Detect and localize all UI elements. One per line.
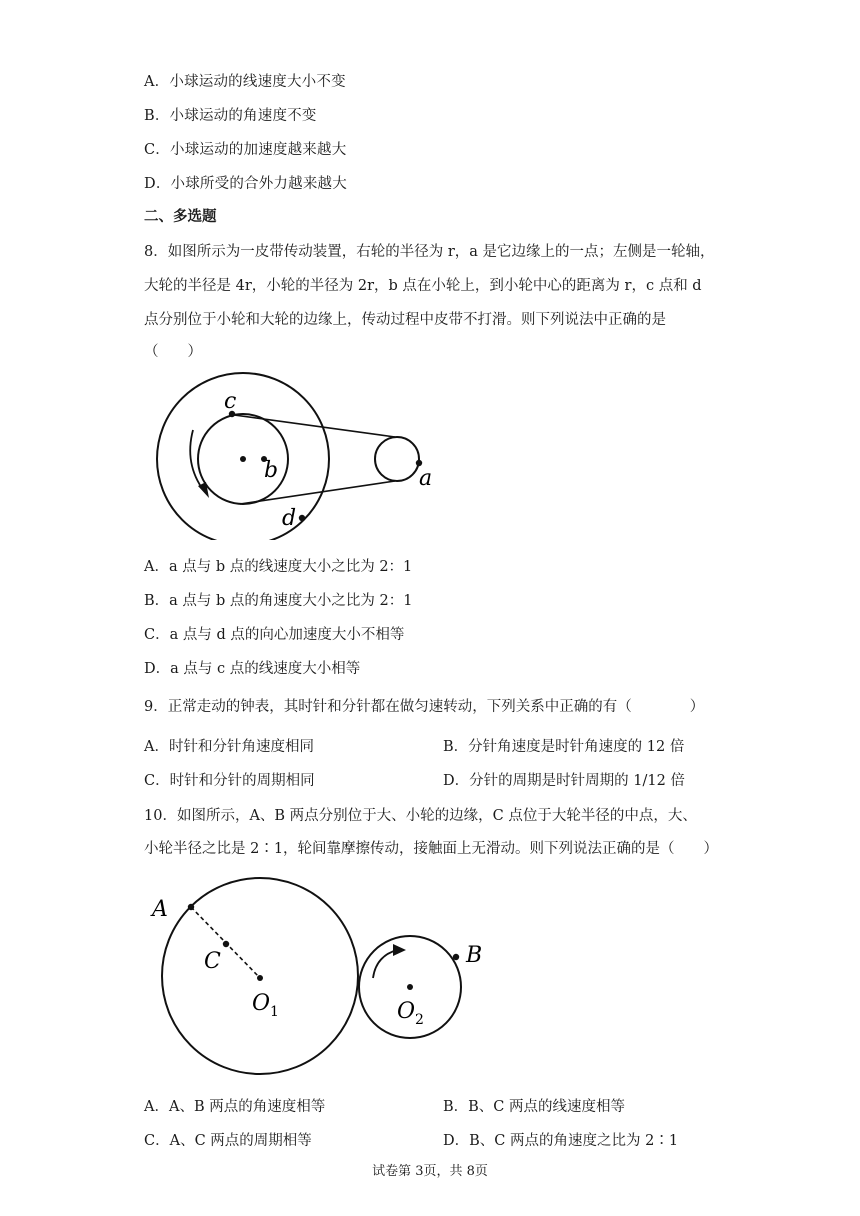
label-c: c — [224, 389, 237, 414]
belt-top — [234, 415, 395, 437]
q10-option-c: C．A、C 两点的周期相等 — [144, 1133, 312, 1149]
label-B: B — [466, 943, 483, 968]
q10-option-a: A．A、B 两点的角速度相等 — [144, 1099, 326, 1115]
point-C-dot — [223, 941, 229, 947]
q7-option-a: A．小球运动的线速度大小不变 — [144, 74, 346, 90]
q10-option-b: B．B、C 两点的线速度相等 — [443, 1099, 626, 1115]
label-d: d — [282, 506, 297, 531]
label-a: a — [419, 466, 433, 491]
q8-option-b: B．a 点与 b 点的角速度大小之比为 2：1 — [144, 593, 413, 609]
page-footer: 试卷第 3页，共 8页 — [372, 1164, 488, 1179]
q8-stem-line-1: 8．如图所示为一皮带传动装置，右轮的半径为 r，a 是它边缘上的一点；左侧是一轮轴， — [144, 244, 715, 260]
q8-stem-line-2: 大轮的半径是 4r，小轮的半径为 2r，b 点在小轮上，到小轮中心的距离为 r，c 点和 d — [144, 278, 702, 294]
q9-option-a: A．时针和分针角速度相同 — [144, 739, 314, 755]
center-O2-dot — [407, 984, 413, 990]
label-C: C — [204, 949, 221, 974]
q9-option-b: B．分针角速度是时针角速度的 12 倍 — [443, 739, 685, 755]
point-B-dot — [453, 954, 459, 960]
q8-option-d: D．a 点与 c 点的线速度大小相等 — [144, 661, 361, 677]
point-d-dot — [299, 515, 305, 521]
label-O2: $O_2$ — [397, 999, 424, 1028]
q7-option-c: C．小球运动的加速度越来越大 — [144, 142, 347, 158]
center-O1-dot — [257, 975, 263, 981]
q9-stem: 9．正常走动的钟表，其时针和分针都在做匀速转动，下列关系中正确的有（ ） — [144, 699, 705, 715]
q10-option-d: D．B、C 两点的角速度之比为 2∶1 — [443, 1133, 679, 1149]
rotation-arrowhead — [393, 944, 406, 956]
q8-answer-blank: （ ） — [144, 344, 202, 360]
friction-drive-figure — [140, 870, 500, 1080]
q8-option-c: C．a 点与 d 点的向心加速度大小不相等 — [144, 627, 405, 643]
label-O1: $O_1$ — [252, 991, 279, 1020]
q10-stem-line-2: 小轮半径之比是 2∶1，轮间靠摩擦传动，接触面上无滑动。则下列说法正确的是（ ） — [144, 841, 719, 857]
q7-option-d: D．小球所受的合外力越来越大 — [144, 176, 347, 192]
q8-stem-line-3: 点分别位于小轮和大轮的边缘上，传动过程中皮带不打滑。则下列说法中正确的是 — [144, 312, 666, 328]
q9-option-c: C．时针和分针的周期相同 — [144, 773, 315, 789]
q7-option-b: B．小球运动的角速度不变 — [144, 108, 317, 124]
label-b: b — [264, 458, 279, 483]
section-title: 二、多选题 — [144, 209, 217, 225]
label-A: A — [152, 897, 168, 922]
q9-option-d: D．分针的周期是时针周期的 1/12 倍 — [443, 773, 685, 789]
q8-option-a: A．a 点与 b 点的线速度大小之比为 2：1 — [144, 559, 413, 575]
q10-stem-line-1: 10．如图所示，A、B 两点分别位于大、小轮的边缘，C 点位于大轮半径的中点，大、 — [144, 808, 697, 824]
belt-drive-figure — [140, 370, 460, 540]
point-A-dot — [188, 904, 194, 910]
right-wheel — [375, 437, 419, 481]
center-dot — [240, 456, 246, 462]
